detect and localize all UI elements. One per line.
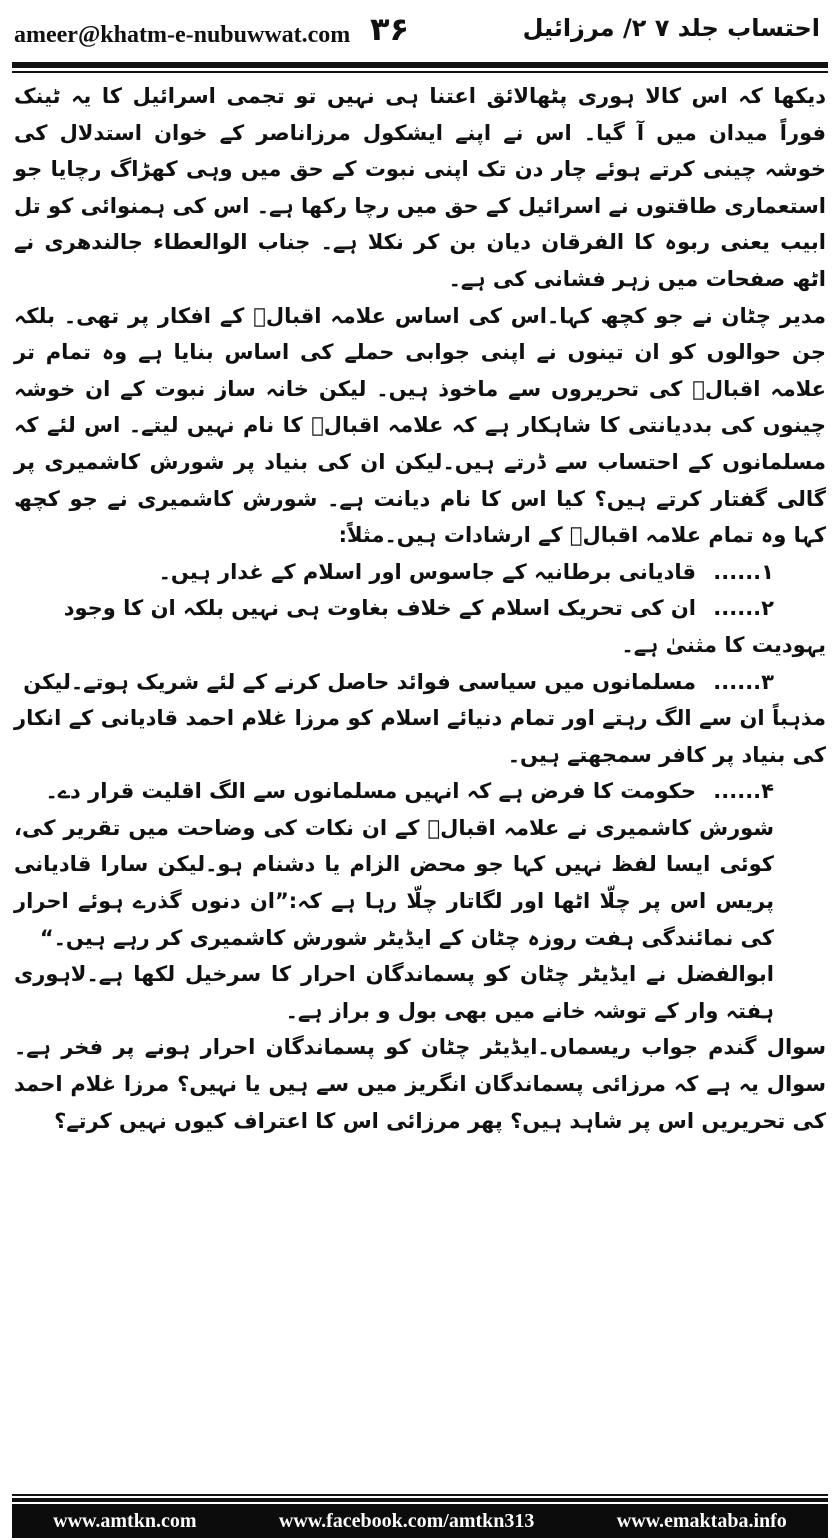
footer-link-emaktaba[interactable]: www.emaktaba.info — [616, 1509, 787, 1532]
page-header — [0, 0, 840, 62]
footer-link-facebook[interactable]: www.facebook.com/amtkn313 — [278, 1509, 535, 1532]
paragraph: سوال گندم جواب ریسماں۔ایڈیٹر چٹان کو پسماندگان احرار ہونے پر فخر ہے۔سوال یہ ہے کہ مرزائی پسماندگان انگریز میں سے ہیں یا نہیں؟ مرزا غلام احمد کی تحریریں اس پر شاہد ہیں؟ پھر مرزائی اس کا اعتراف کیوں نہیں کرتے؟ — [14, 1035, 826, 1133]
list-item — [14, 773, 826, 810]
page-body — [14, 78, 826, 1139]
header-rule-thick — [12, 62, 828, 68]
footer-bar — [12, 1504, 828, 1538]
footer-rule-thick — [12, 1498, 828, 1502]
paragraph: مدیر چٹان نے جو کچھ کہا۔اس کی اساس علامہ اقبالؒ کے افکار پر تھی۔ بلکہ جن حوالوں کو ان تینوں نے اپنی جوابی حملے کی اساس بنایا ہے وہ تمام تر علامہ اقبالؒ کی تحریروں سے ماخوذ ہیں۔ لیکن خانہ ساز نبوت کے ان خوشہ چینوں کی بددیانتی کا شاہکار ہے کہ علامہ اقبالؒ کا نام نہیں لیتے۔ اس لئے کہ مسلمانوں کے احتساب سے ڈرتے ہیں۔لیکن ان کی بنیاد پر شورش کاشمیری پر گالی گفتار کرتے ہیں؟ کیا اس کا نام دیانت ہے۔ شورش کاشمیری نے جو کچھ کہا وہ تمام علامہ اقبالؒ کے ارشادات ہیں۔مثلاً: — [14, 303, 826, 548]
list-item-continuation: یہودیت کا مثنیٰ ہے۔ — [621, 632, 826, 657]
paragraph: شورش کاشمیری نے علامہ اقبالؒ کے ان نکات کی وضاحت میں تقریر کی، کوئی ایسا لفظ نہیں کہا جو محض الزام یا دشنام ہو۔لیکن سارا قادیانی پریس اس پر چلّا اٹھا اور لگاتار چلّا رہا ہے کہ:”ان دنوں گذرے ہوئے احرار کی نمائندگی ہفت روزہ چٹان کے ایڈیٹر شورش کاشمیری کر رہے ہیں۔“ — [14, 815, 774, 950]
paragraph: دیکھا کہ اس کالا ہوری پٹھالائق اعتنا ہی نہیں تو تجمی اسرائیل کا یہ ٹینک فوراً میدان میں آ گیا۔ اس نے اپنے ایشکول مرزاناصر کے خوان استدلال کی خوشہ چینی کرتے ہوئے چار دن تک اپنی نبوت کے حق میں وہی کھڑاگ رچایا جو استعماری طاقتوں نے اسرائیل کے حق میں رچا رکھا ہے۔ اس کی ہمنوائی کو تل ابیب یعنی ربوہ کا الفرقان دیان بن کر نکلا ہے۔ جناب الوالعطاء جالندھری نے اٹھ صفحات میں زہر فشانی کی ہے۔ — [14, 84, 826, 291]
header-email[interactable]: ameer@khatm-e-nubuwwat.com — [14, 22, 351, 48]
list-item-number: ۳...... — [713, 669, 774, 694]
footer-link-amtkn[interactable]: www.amtkn.com — [53, 1509, 197, 1532]
list-item-number: ۲...... — [713, 596, 774, 621]
list-item-text: قادیانی برطانیہ کے جاسوس اور اسلام کے غدار ہیں۔ — [158, 559, 696, 584]
list-item-number: ۴...... — [713, 779, 774, 804]
list-item-text: ان کی تحریک اسلام کے خلاف بغاوت ہی نہیں بلکہ ان کا وجود — [63, 596, 696, 621]
book-title: احتساب جلد ۷ ۲/ مرزائیل — [522, 14, 820, 42]
list-item-text: مسلمانوں میں سیاسی فوائد حاصل کرنے کے لئے شریک ہوتے۔لیکن — [23, 669, 696, 694]
list-item-number: ۱...... — [713, 559, 774, 584]
footer-rule-thin — [12, 1494, 828, 1496]
list-item-text: حکومت کا فرض ہے کہ انہیں مسلمانوں سے الگ اقلیت قرار دے۔ — [45, 779, 696, 804]
list-item — [14, 664, 826, 701]
list-item — [14, 590, 826, 627]
page-number: ۳۶ — [370, 10, 410, 48]
list-item — [14, 554, 826, 591]
list-item-continuation: مذہباً ان سے الگ رہتے اور تمام دنیائے اسلام کو مرزا غلام احمد قادیانی کے انکار کی بنیاد پر کافر سمجھتے ہیں۔ — [14, 706, 826, 767]
paragraph: ابوالفضل نے ایڈیٹر چٹان کو پسماندگان احرار کا سرخیل لکھا ہے۔لاہوری ہفتہ وار کے توشہ خانے میں بھی بول و براز ہے۔ — [14, 962, 774, 1023]
header-rule-thin — [12, 71, 828, 73]
